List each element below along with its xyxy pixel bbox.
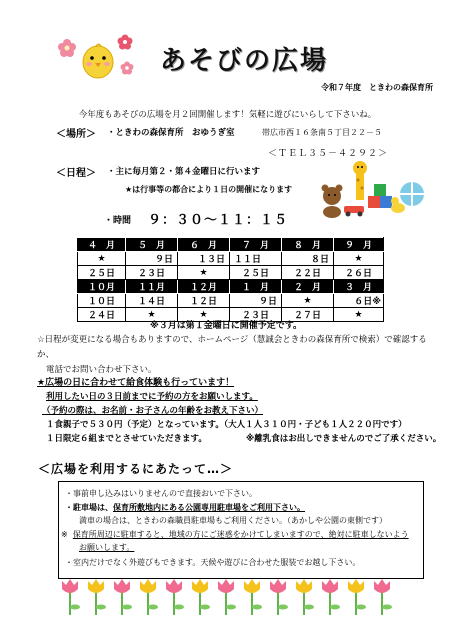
chick-flowers-illustration	[55, 32, 150, 84]
usage-rules-box	[58, 481, 424, 579]
month-cell: １１月	[126, 280, 178, 294]
date-cell: １２日	[178, 294, 230, 308]
schedule-label: ＜日程＞	[56, 168, 96, 179]
date-cell: ９日	[126, 252, 178, 266]
toy-car-icon	[344, 206, 364, 217]
rule-underlined: 保育所周辺に駐車すると、地域の方にご迷惑をかけてしまいますので、絶対に駐車しないよう	[72, 530, 409, 539]
date-cell: ２３日	[126, 266, 178, 280]
rule-mark: ※	[61, 530, 68, 539]
flower-icon	[118, 35, 133, 50]
date-cell: ２３日	[230, 308, 282, 322]
experience-line: １食親子で５３０円（予定）となっています。（大人１人３１０円・子ども１人２２０円です）	[46, 420, 407, 430]
tulip-icon	[296, 579, 314, 615]
toys-illustration	[318, 160, 430, 218]
notice-line: ☆日程が変更になる場合もありますので、ホームページ（慧誠会ときわの森保育所で検索）で確認するか、	[37, 335, 427, 360]
tulip-icon	[192, 579, 210, 615]
experience-line: ※離乳食はお出しできませんのでご了承ください。	[246, 434, 442, 444]
date-cell: ８日	[282, 252, 334, 266]
date-cell: １４日	[126, 294, 178, 308]
month-cell: ６ 月	[178, 238, 230, 252]
calendar-months-row	[78, 280, 384, 294]
date-cell: ２５日	[78, 266, 126, 280]
date-cell: １１日	[230, 252, 282, 266]
tulip-icon	[114, 579, 132, 615]
flower-icon	[58, 39, 76, 57]
experience-line: １日限定６組までとさせていただきます。	[46, 434, 207, 444]
month-cell: ８ 月	[282, 238, 334, 252]
tulip-icon	[166, 579, 184, 615]
experience-line: （予約の際は、お名前・お子さんの年齢をお教え下さい）	[42, 406, 264, 416]
time-label: ・時間	[104, 216, 132, 226]
place-tel: ＜ＴＥＬ３５－４２９２＞	[268, 149, 389, 159]
date-cell: ２４日	[78, 308, 126, 322]
tulip-icon	[140, 579, 158, 615]
month-cell: ７ 月	[230, 238, 282, 252]
date-cell: ★	[126, 308, 178, 322]
tulip-icon	[270, 579, 288, 615]
month-cell: ２ 月	[282, 280, 334, 294]
calendar-dates-row	[78, 266, 384, 280]
month-cell: ４ 月	[78, 238, 126, 252]
schedule-main: ・主に毎月第２・第４金曜日に行います	[107, 167, 261, 177]
tulip-border	[58, 575, 398, 623]
rule-item: お願いします。	[79, 543, 135, 552]
calendar-table	[77, 237, 384, 322]
flower-icon	[121, 62, 134, 75]
intro-text: 今年度もあそびの広場を月２回開催します！気軽に遊びにいらして下さいね。	[78, 110, 377, 120]
giraffe-icon	[353, 161, 367, 200]
rule-item	[61, 528, 409, 541]
date-cell: ２２日	[282, 266, 334, 280]
tulip-icon	[218, 579, 236, 615]
month-cell: ９ 月	[334, 238, 384, 252]
blocks-icon	[368, 184, 392, 208]
ball-icon	[400, 182, 424, 206]
rule-label: ・駐車場は、	[65, 503, 113, 512]
page-title: あそびの広場	[160, 46, 329, 76]
date-cell: ９日	[230, 294, 282, 308]
tulip-icon	[374, 579, 392, 615]
date-cell: ２６日	[334, 266, 384, 280]
rule-item: ・室内だけでなく外遊びもできます。天候や遊びに合わせた服装でお越し下さい。	[65, 558, 361, 567]
calendar-months-row	[78, 238, 384, 252]
date-cell: ★	[282, 294, 334, 308]
tulip-icon	[88, 579, 106, 615]
tulip-icon	[244, 579, 262, 615]
date-cell: ２５日	[230, 266, 282, 280]
date-cell: ★	[178, 308, 230, 322]
date-cell: １３日	[178, 252, 230, 266]
experience-line: 利用したい日の３日前までに予約の方をお願いします。	[46, 392, 258, 402]
teddy-bear-icon	[322, 185, 343, 219]
organizer: 令和７年度 ときわの森保育所	[321, 83, 433, 92]
date-cell: ６日※	[334, 294, 384, 308]
month-cell: ５ 月	[126, 238, 178, 252]
date-cell: ２７日	[282, 308, 334, 322]
date-cell: １０日	[78, 294, 126, 308]
tulip-icon	[322, 579, 340, 615]
calendar-dates-row	[78, 252, 384, 266]
rule-item: 満車の場合は、ときわの森職員駐車場もご利用ください。（あかしや公園の東側です）	[79, 516, 387, 525]
place-name: ・ときわの森保育所 おゆうぎ室	[107, 128, 235, 138]
calendar-dates-row	[78, 294, 384, 308]
rule-item: ・事前申し込みはいりませんので直接おいで下さい。	[65, 489, 257, 498]
month-cell: ３ 月	[334, 280, 384, 294]
month-cell: １ 月	[230, 280, 282, 294]
chick-icon	[83, 44, 113, 78]
month-cell: １２月	[178, 280, 230, 294]
date-cell: ★	[178, 266, 230, 280]
date-cell: ★	[78, 252, 126, 266]
march-note: ※３月は第１金曜日に開催予定です。	[150, 321, 303, 331]
experience-title: ★広場の日に合わせて給食体験も行っています！	[37, 378, 235, 388]
rule-item	[65, 501, 305, 514]
place-label: ＜場所＞	[56, 129, 96, 140]
place-address: 帯広市西１６条南５丁目２２－５	[262, 128, 382, 137]
usage-title: ＜広場を利用するにあたって…＞	[38, 462, 234, 476]
rule-underlined: 保育所敷地内にある公園専用駐車場をご利用下さい。	[113, 503, 305, 512]
tulip-icon	[348, 579, 366, 615]
month-cell: １０月	[78, 280, 126, 294]
schedule-sub: ★は行事等の都合により１日の開催になります	[125, 185, 293, 194]
notice-text	[37, 333, 427, 378]
date-cell: ★	[334, 252, 384, 266]
time-value: ９：３０～１１：１５	[148, 213, 289, 228]
notice-line: 電話でお問い合わせ下さい。	[46, 365, 157, 375]
tulip-icon	[62, 579, 80, 615]
date-cell: ★	[334, 308, 384, 322]
